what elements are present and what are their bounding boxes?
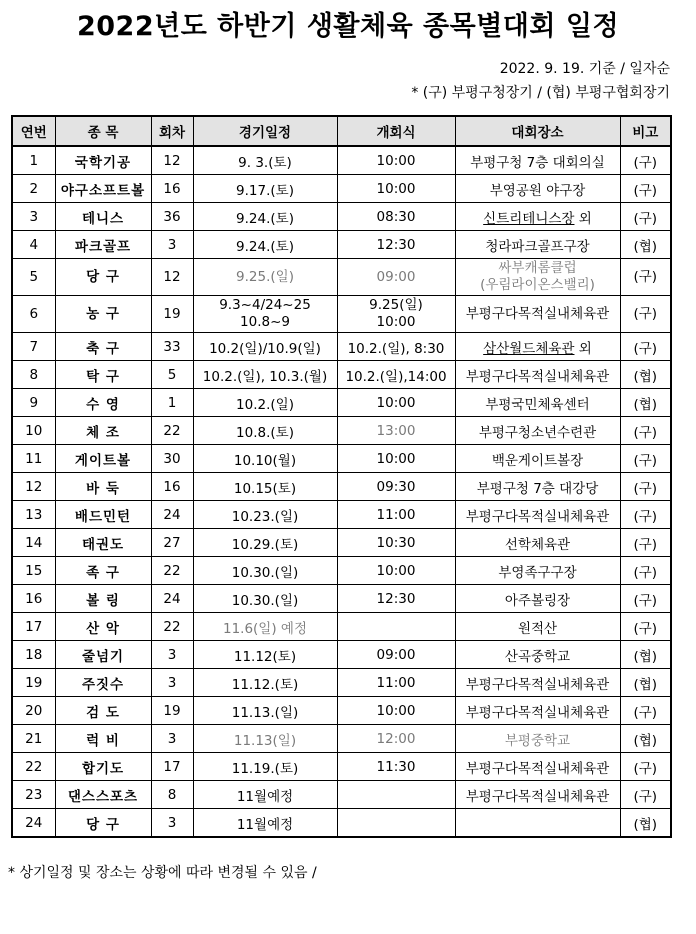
cell-date: 11.12.(토) xyxy=(193,669,337,697)
cell-opening: 12:30 xyxy=(337,231,455,259)
table-row xyxy=(12,613,671,641)
cell-event: 농 구 xyxy=(55,296,151,333)
cell-venue: 부평구다목적실내체육관 xyxy=(455,501,620,529)
cell-venue: 산곡중학교 xyxy=(455,641,620,669)
cell-round: 19 xyxy=(151,697,193,725)
cell-date: 9.17.(토) xyxy=(193,175,337,203)
cell-venue: 부영족구구장 xyxy=(455,557,620,585)
cell-note: (구) xyxy=(620,417,671,445)
cell-note: (구) xyxy=(620,501,671,529)
header-venue: 대회장소 xyxy=(455,116,620,146)
cell-no: 11 xyxy=(12,445,55,473)
cell-opening: 09:00 xyxy=(337,259,455,296)
header-opening: 개회식 xyxy=(337,116,455,146)
cell-round: 8 xyxy=(151,781,193,809)
cell-note: (구) xyxy=(620,259,671,296)
cell-event: 합기도 xyxy=(55,753,151,781)
cell-venue xyxy=(455,333,620,361)
cell-no: 13 xyxy=(12,501,55,529)
cell-note: (구) xyxy=(620,781,671,809)
cell-event: 국학기공 xyxy=(55,146,151,175)
cell-event: 럭 비 xyxy=(55,725,151,753)
cell-opening: 10:30 xyxy=(337,529,455,557)
table-row xyxy=(12,781,671,809)
cell-opening: 10:00 xyxy=(337,445,455,473)
cell-date: 11월예정 xyxy=(193,781,337,809)
cell-no: 23 xyxy=(12,781,55,809)
cell-no: 6 xyxy=(12,296,55,333)
cell-venue: 청라파크골프구장 xyxy=(455,231,620,259)
cell-no: 18 xyxy=(12,641,55,669)
cell-venue: 부평구다목적실내체육관 xyxy=(455,669,620,697)
cell-round: 17 xyxy=(151,753,193,781)
cell-event: 줄넘기 xyxy=(55,641,151,669)
cell-round: 3 xyxy=(151,641,193,669)
cell-venue-suffix: 외 xyxy=(574,340,592,357)
cell-opening: 10.2.(일), 8:30 xyxy=(337,333,455,361)
header-no: 연번 xyxy=(12,116,55,146)
cell-venue: 부평구다목적실내체육관 xyxy=(455,753,620,781)
cell-venue: 아주볼링장 xyxy=(455,585,620,613)
cell-round: 30 xyxy=(151,445,193,473)
cell-round: 12 xyxy=(151,146,193,175)
table-row xyxy=(12,725,671,753)
cell-venue-line2: (우림라이온스밸리) xyxy=(480,277,595,293)
cell-opening: 09:30 xyxy=(337,473,455,501)
cell-no: 17 xyxy=(12,613,55,641)
cell-round: 36 xyxy=(151,203,193,231)
cell-round: 24 xyxy=(151,501,193,529)
table-row xyxy=(12,389,671,417)
table-row xyxy=(12,259,671,296)
cell-event: 탁 구 xyxy=(55,361,151,389)
table-row xyxy=(12,175,671,203)
table-row xyxy=(12,296,671,333)
cell-opening-line2: 10:00 xyxy=(376,314,416,330)
cell-opening: 10.2.(일),14:00 xyxy=(337,361,455,389)
cell-note: (구) xyxy=(620,557,671,585)
cell-note: (구) xyxy=(620,585,671,613)
cell-note: (협) xyxy=(620,669,671,697)
cell-no: 3 xyxy=(12,203,55,231)
cell-opening: 10:00 xyxy=(337,697,455,725)
cell-round: 27 xyxy=(151,529,193,557)
cell-venue: 부영공원 야구장 xyxy=(455,175,620,203)
schedule-table xyxy=(11,115,672,838)
cell-no: 22 xyxy=(12,753,55,781)
cell-opening xyxy=(337,781,455,809)
cell-opening-line1: 9.25(일) xyxy=(369,297,423,313)
cell-round: 5 xyxy=(151,361,193,389)
cell-no: 5 xyxy=(12,259,55,296)
cell-event: 당 구 xyxy=(55,259,151,296)
table-row xyxy=(12,501,671,529)
cell-venue-name: 삼산월드체육관 xyxy=(483,340,575,357)
cell-venue: 부평구다목적실내체육관 xyxy=(455,697,620,725)
cell-no: 10 xyxy=(12,417,55,445)
cell-round: 3 xyxy=(151,231,193,259)
legend-note: * (구) 부평구청장기 / (협) 부평구협회장기 xyxy=(411,85,670,101)
cell-note: (구) xyxy=(620,146,671,175)
cell-event: 족 구 xyxy=(55,557,151,585)
cell-round: 22 xyxy=(151,557,193,585)
cell-event: 야구소프트볼 xyxy=(55,175,151,203)
cell-date: 11.6(일) 예정 xyxy=(193,613,337,641)
cell-venue: 부평국민체육센터 xyxy=(455,389,620,417)
header-date: 경기일정 xyxy=(193,116,337,146)
cell-opening: 10:00 xyxy=(337,175,455,203)
cell-date: 10.30.(일) xyxy=(193,557,337,585)
cell-no: 8 xyxy=(12,361,55,389)
cell-event: 수 영 xyxy=(55,389,151,417)
cell-opening: 09:00 xyxy=(337,641,455,669)
cell-no: 1 xyxy=(12,146,55,175)
cell-no: 16 xyxy=(12,585,55,613)
cell-date-line2: 10.8~9 xyxy=(240,314,290,330)
cell-round: 12 xyxy=(151,259,193,296)
cell-venue: 선학체육관 xyxy=(455,529,620,557)
header-round: 회차 xyxy=(151,116,193,146)
basis-note: 2022. 9. 19. 기준 / 일자순 xyxy=(499,61,670,77)
table-row xyxy=(12,146,671,175)
cell-round: 19 xyxy=(151,296,193,333)
header-row xyxy=(12,116,671,146)
cell-no: 9 xyxy=(12,389,55,417)
cell-note: (구) xyxy=(620,445,671,473)
cell-venue xyxy=(455,809,620,838)
cell-no: 7 xyxy=(12,333,55,361)
table-row xyxy=(12,753,671,781)
table-row xyxy=(12,585,671,613)
cell-date: 11.19.(토) xyxy=(193,753,337,781)
cell-round: 24 xyxy=(151,585,193,613)
page-title: 2022년도 하반기 생활체육 종목별대회 일정 xyxy=(76,11,620,42)
cell-note: (구) xyxy=(620,296,671,333)
cell-round: 3 xyxy=(151,669,193,697)
cell-round: 3 xyxy=(151,809,193,838)
cell-venue-line1: 싸부캐롬클럽 xyxy=(498,260,577,276)
cell-date: 11.13.(일) xyxy=(193,697,337,725)
header-note: 비고 xyxy=(620,116,671,146)
cell-opening: 13:00 xyxy=(337,417,455,445)
cell-round: 22 xyxy=(151,613,193,641)
cell-venue: 부평중학교 xyxy=(455,725,620,753)
cell-opening: 10:00 xyxy=(337,146,455,175)
cell-date: 10.23.(일) xyxy=(193,501,337,529)
table-row xyxy=(12,669,671,697)
table-row xyxy=(12,697,671,725)
cell-no: 4 xyxy=(12,231,55,259)
cell-venue: 부평구청소년수련관 xyxy=(455,417,620,445)
cell-round: 3 xyxy=(151,725,193,753)
cell-round: 1 xyxy=(151,389,193,417)
cell-no: 14 xyxy=(12,529,55,557)
cell-note: (구) xyxy=(620,473,671,501)
cell-no: 19 xyxy=(12,669,55,697)
cell-event: 테니스 xyxy=(55,203,151,231)
cell-note: (구) xyxy=(620,175,671,203)
cell-note: (협) xyxy=(620,809,671,838)
table-row xyxy=(12,361,671,389)
cell-round: 33 xyxy=(151,333,193,361)
footnote: * 상기일정 및 장소는 상황에 따라 변경될 수 있음 / xyxy=(8,865,317,881)
cell-opening: 08:30 xyxy=(337,203,455,231)
cell-event: 바 둑 xyxy=(55,473,151,501)
cell-no: 21 xyxy=(12,725,55,753)
cell-date: 10.2(일)/10.9(일) xyxy=(193,333,337,361)
table-row xyxy=(12,417,671,445)
cell-event: 게이트볼 xyxy=(55,445,151,473)
table-row xyxy=(12,333,671,361)
cell-event: 파크골프 xyxy=(55,231,151,259)
cell-event: 체 조 xyxy=(55,417,151,445)
table-row xyxy=(12,203,671,231)
cell-round: 16 xyxy=(151,175,193,203)
cell-date: 9. 3.(토) xyxy=(193,146,337,175)
cell-venue: 부평구청 7층 대강당 xyxy=(455,473,620,501)
cell-no: 2 xyxy=(12,175,55,203)
cell-opening: 10:00 xyxy=(337,557,455,585)
cell-venue: 부평구다목적실내체육관 xyxy=(455,296,620,333)
cell-date-line1: 9.3~4/24~25 xyxy=(219,297,311,313)
cell-date: 10.2.(일) xyxy=(193,389,337,417)
cell-note: (구) xyxy=(620,203,671,231)
cell-venue: 백운게이트볼장 xyxy=(455,445,620,473)
table-row xyxy=(12,641,671,669)
cell-opening: 11:30 xyxy=(337,753,455,781)
cell-event: 산 악 xyxy=(55,613,151,641)
cell-venue-name: 신트리테니스장 xyxy=(483,210,575,227)
cell-event: 주짓수 xyxy=(55,669,151,697)
cell-opening xyxy=(337,613,455,641)
cell-event: 축 구 xyxy=(55,333,151,361)
cell-note: (구) xyxy=(620,753,671,781)
cell-note: (협) xyxy=(620,641,671,669)
cell-venue: 부평구청 7층 대회의실 xyxy=(455,146,620,175)
cell-date: 11.13(일) xyxy=(193,725,337,753)
cell-venue xyxy=(455,203,620,231)
cell-note: (구) xyxy=(620,333,671,361)
cell-date: 11.12(토) xyxy=(193,641,337,669)
cell-round: 22 xyxy=(151,417,193,445)
cell-opening xyxy=(337,809,455,838)
table-row xyxy=(12,809,671,838)
cell-venue: 부평구다목적실내체육관 xyxy=(455,781,620,809)
cell-opening: 11:00 xyxy=(337,501,455,529)
table-row xyxy=(12,445,671,473)
cell-date: 10.15(토) xyxy=(193,473,337,501)
cell-note: (협) xyxy=(620,389,671,417)
cell-date xyxy=(193,296,337,333)
cell-date: 11월예정 xyxy=(193,809,337,838)
cell-note: (협) xyxy=(620,361,671,389)
cell-venue: 부평구다목적실내체육관 xyxy=(455,361,620,389)
table-row xyxy=(12,557,671,585)
cell-no: 15 xyxy=(12,557,55,585)
cell-no: 12 xyxy=(12,473,55,501)
cell-venue: 원적산 xyxy=(455,613,620,641)
header-event: 종 목 xyxy=(55,116,151,146)
cell-date: 10.8.(토) xyxy=(193,417,337,445)
cell-date: 10.10(월) xyxy=(193,445,337,473)
cell-no: 24 xyxy=(12,809,55,838)
cell-round: 16 xyxy=(151,473,193,501)
cell-opening xyxy=(337,296,455,333)
cell-note: (협) xyxy=(620,231,671,259)
cell-venue-suffix: 외 xyxy=(574,210,592,227)
cell-note: (구) xyxy=(620,529,671,557)
cell-date: 10.2.(일), 10.3.(월) xyxy=(193,361,337,389)
cell-event: 당 구 xyxy=(55,809,151,838)
cell-date: 9.24.(토) xyxy=(193,231,337,259)
table-row xyxy=(12,473,671,501)
cell-note: (구) xyxy=(620,613,671,641)
cell-opening: 11:00 xyxy=(337,669,455,697)
cell-opening: 10:00 xyxy=(337,389,455,417)
cell-opening: 12:00 xyxy=(337,725,455,753)
cell-no: 20 xyxy=(12,697,55,725)
cell-event: 배드민턴 xyxy=(55,501,151,529)
cell-note: (협) xyxy=(620,725,671,753)
cell-event: 검 도 xyxy=(55,697,151,725)
cell-date: 10.29.(토) xyxy=(193,529,337,557)
table-row xyxy=(12,231,671,259)
cell-venue xyxy=(455,259,620,296)
cell-event: 볼 링 xyxy=(55,585,151,613)
cell-date: 10.30.(일) xyxy=(193,585,337,613)
cell-event: 태권도 xyxy=(55,529,151,557)
cell-event: 댄스스포츠 xyxy=(55,781,151,809)
cell-opening: 12:30 xyxy=(337,585,455,613)
table-row xyxy=(12,529,671,557)
cell-date: 9.25.(일) xyxy=(193,259,337,296)
cell-note: (구) xyxy=(620,697,671,725)
cell-date: 9.24.(토) xyxy=(193,203,337,231)
